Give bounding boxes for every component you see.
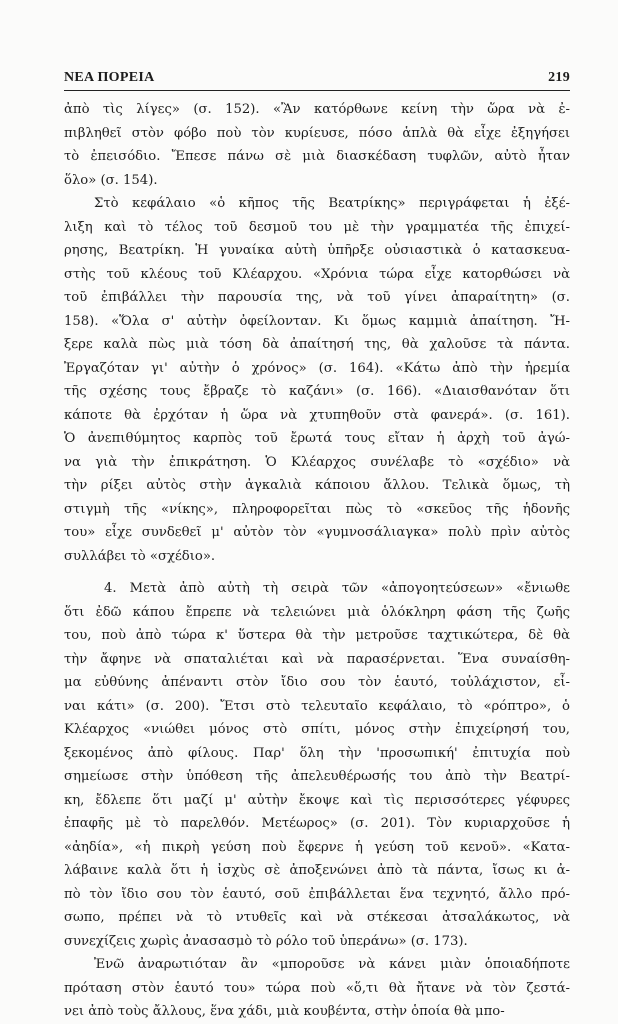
text-line: ναι κάτι» (σ. 200). Ἔτσι στὸ τελευταῖο κεφάλαιο, τὸ «ρόπτρο», ὁ (64, 698, 570, 714)
text-line: 4. Μετὰ ἀπὸ αὐτὴ τὴ σειρὰ τῶν «ἀπογοητεύσεων» «ἔνιωθε (104, 581, 570, 596)
text-line: τὸ ἐπεισόδιο. Ἔπεσε πάνω σὲ μιὰ διασκέδαση τυφλῶν, αὐτὸ ἦταν (64, 149, 570, 164)
text-line: σημείωσε στὴν ὑπόθεση τῆς ἀπελευθέρωσής του ἀπὸ τὴν Βεατρί- (64, 769, 570, 784)
text-line: κη, ἔδλεπε ὅτι μαζί μ' αὐτὴν ἔκοψε καὶ τὶς περισσότερες γέφυρες (64, 792, 570, 808)
paragraph (64, 953, 570, 1024)
text-line: Ἐργαζόταν γι' αὐτὴν ὁ χρόνος» (σ. 164). «Κάτω ἀπὸ τὴν ἠρεμία (64, 360, 570, 376)
text-line: «ἀηδία», «ἡ πικρὴ γεύση ποὺ ἔφερνε ἡ γεύση τοῦ κενοῦ». «Κατα- (64, 839, 570, 855)
text-line: Ὁ ἀνεπιθύμητος καρπὸς τοῦ ἔρωτά τους εἴταν ἡ ἀρχὴ τοῦ ἀγώ- (64, 431, 570, 446)
text-line: συνεχίζεις χωρὶς ἀνασασμὸ τὸ ρόλο τοῦ ὑπεράνω» (σ. 173). (64, 933, 468, 949)
text-line: στὴς τοῦ κλέους τοῦ Κλέαρχου. «Χρόνια τώρα εἶχε κατορθώσει νὰ (64, 266, 570, 282)
text-line: λάβαινε καλὰ ὅτι ἡ ἰσχὺς σὲ ἀποξενώνει ἀπὸ τὰ πάντα, ἴσως κι ἀ- (64, 863, 570, 878)
running-header (64, 70, 570, 90)
running-title: ΝΕΑ ΠΟΡΕΙΑ (64, 70, 155, 85)
text-line: νει ἀπὸ τοὺς ἄλλους, ἕνα χάδι, μιὰ κουβέντα, στὴν ὁποία θὰ μπο- (64, 1004, 505, 1019)
text-line: ἐπαφῆς μὲ τὸ παρελθόν. Μετέωρος» (σ. 201). Τὸν κυριαρχοῦσε ἡ (64, 816, 570, 831)
page-number: 219 (548, 70, 570, 85)
paragraph (64, 98, 570, 192)
text-line: τοῦ ἐπιβάλλει τὴν παρουσία της, νὰ τοῦ γίνει ἀπαραίτητη» (σ. (64, 290, 570, 305)
text-line: πὸ τὸν ἴδιο σου τὸν ἑαυτό, σοῦ ἐπιβάλλεται ἕνα τεχνητό, ἄλλο πρό- (64, 886, 570, 902)
text-line: μα εὐθύνης ἀπέναντι στὸν ἴδιο σου τὸν ἑαυτό, τοὐλάχιστον, εἶ- (64, 675, 570, 690)
text-line: Ἐνῶ ἀναρωτιόταν ἂν «μποροῦσε νὰ κάνει μιὰν ὁποιαδήποτε (94, 957, 570, 972)
text-line: Κλέαρχος «νιώθει μόνος στὸ σπίτι, μόνος στὴν ἐπιχείρησή του, (64, 722, 570, 737)
text-line: κάποτε θὰ ἐρχόταν ἡ ὥρα νὰ χτυπηθοῦν στὰ φανερά». (σ. 161). (64, 407, 570, 423)
body-text (64, 98, 570, 1024)
paragraph (64, 577, 570, 953)
text-line: ξερε καλὰ πὼς μιὰ τόση δὰ ἀπαίτησή της, θὰ χαλοῦσε τὰ πάντα. (64, 337, 570, 352)
text-line: πρόταση στὸν ἑαυτό του» τώρα ποὺ «ὅ,τι θὰ ἤτανε νὰ τὸν ζεστά- (64, 980, 570, 996)
text-line: του, ποὺ ἀπὸ τώρα κ' ὕστερα θὰ τὴν μετροῦσε ταχτικώτερα, δὲ θὰ (64, 628, 570, 643)
text-line: ξεκομένος ἀπὸ φίλους. Παρ' ὅλη τὴν 'προσωπική' ἐπιτυχία ποὺ (64, 745, 570, 761)
text-line: λιξη καὶ τὸ τέλος τοῦ δεσμοῦ του μὲ τὴν γραμματέα τῆς ἐπιχεί- (64, 219, 570, 235)
text-line: ρησης, Βεατρίκη. Ἡ γυναίκα αὐτὴ ὑπῆρξε οὐσιαστικὰ ὁ κατασκευα- (64, 243, 570, 258)
text-line: του» εἶχε συνδεθεῖ μ' αὐτὸν τὸν «γυμνοσάλιαγκα» πολὺ πρὶν αὐτὸς (64, 525, 570, 540)
text-line: τῆς σχέσης τους ἔβραζε τὸ καζάνι» (σ. 166). «Διαισθανόταν ὅτι (64, 384, 570, 399)
paragraph (64, 192, 570, 568)
text-line: 158). «Ὅλα σ' αὐτὴν ὀφείλονταν. Κι ὅμως καμμιὰ ἀπαίτηση. Ἤ- (64, 313, 570, 329)
text-line: να γιὰ τὴν ἐπικράτηση. Ὁ Κλέαρχος συνέλαβε τὸ «σχέδιο» νὰ (64, 454, 570, 470)
header-rule (64, 90, 570, 91)
text-line: ὅλο» (σ. 154). (64, 172, 158, 188)
text-line: Στὸ κεφάλαιο «ὁ κῆπος τῆς Βεατρίκης» περιγράφεται ἡ ἐξέ- (94, 196, 570, 211)
text-line: ἀπὸ τὶς λίγες» (σ. 152). «Ἂν κατόρθωνε κείνη τὴν ὥρα νὰ ἐ- (64, 102, 570, 117)
text-line: πιβληθεῖ στὸν φόβο ποὺ τὸν κυρίευσε, πόσο ἁπλὰ θὰ εἶχε ἐξηγήσει (64, 125, 570, 141)
text-line: ὅτι ἐδῶ κάπου ἔπρεπε νὰ τελειώνει μιὰ ὁλόκληρη φάση τῆς ζωῆς (64, 604, 570, 620)
text-line: συλλάβει τὸ «σχέδιο». (64, 548, 216, 564)
text-line: τὴν ἄφηνε νὰ σπαταλιέται καὶ νὰ παρασέρνεται. Ἕνα συναίσθη- (64, 651, 570, 667)
text-line: στιγμὴ τῆς «νίκης», πληροφορεῖται πὼς τὸ «σκεῦος τῆς ἡδονῆς (64, 501, 570, 517)
text-line: τὴν ρίξει αὐτὸς στὴν ἀγκαλιὰ κάποιου ἄλλου. Τελικὰ ὅμως, τὴ (64, 478, 570, 493)
text-line: σωπο, πρέπει νὰ τὸ ντυθεῖς καὶ νὰ στέκεσαι ἀτσαλάκωτος, νὰ (64, 910, 570, 925)
